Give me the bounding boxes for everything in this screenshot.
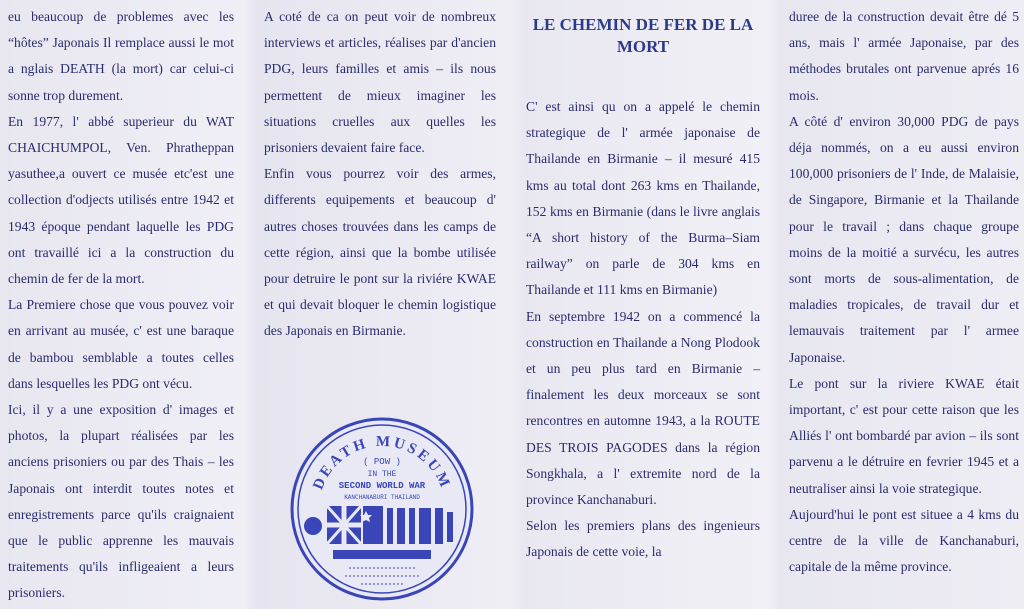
column-1 <box>8 4 234 609</box>
stamp-line2: IN THE <box>367 470 397 479</box>
paragraph: duree de la construction devait être dé 5 ans, mais l' armée Japonaise, par des méthodes brutales ont parvenue aprés 16 mois. <box>789 9 1019 103</box>
paragraph: Le pont sur la riviere KWAE était important, c' est pour cette raison que les Alliés l' ont bombardé par avion – ils sont parvenu a le détruire en fevrier 1945 et a neutraliser ainsi la voie strategique. <box>789 375 1019 496</box>
paragraph: Enfin vous pourrez voir des armes, differents equipements et beaucoup d' autres choses trouvées dans les camps de cette région, ainsi que la bombe utilisée pour detruire le pont sur la riviére KWAE et qui devait bloquer le chemin logistique des Japonais en Birmanie. <box>264 166 496 339</box>
stamp-top-text: DEATH MUSEUM <box>310 433 454 493</box>
paragraph: A côté d' environ 30,000 PDG de pays déja nommés, on a eu aussi environ 100,000 prisoniers de l' Inde, de Malaisie, de Singapore, Birmanie et la Thailande pour le travail ; dans chaque groupe moins de la moitié a survécu, les autres sont morts de sous-alimentation, de maladies tropicales, de travail dur et lemauvais traitement par l' armee Japonaise. <box>789 113 1019 365</box>
paragraph: eu beaucoup de problemes avec les “hôtes” Japonais Il remplace aussi le mot a nglais DEATH (la mort) car celui-ci sonne trop durement. <box>8 9 234 103</box>
paragraph: La Premiere chose que vous pouvez voir en arrivant au musée, c' est une baraque de bambou semblable a toutes celles dans lesquelles les PDG ont vécu. <box>8 297 234 391</box>
death-museum-stamp <box>289 416 475 602</box>
paragraph: En septembre 1942 on a commencé la construction en Thailande a Nong Plodook et un peu plus tard en Birmanie – finalement les deux morceaux se sont rencontres en automne 1943, a la ROUTE DES TROIS PAGODES dans la région Songkhala, a l' extremite nord de la province Kanchanaburi. <box>526 308 760 508</box>
column-3 <box>526 4 760 609</box>
paragraph: Aujourd'hui le pont est situee a 4 kms du centre de la ville de Kanchanaburi, capitale de la même province. <box>789 506 1019 575</box>
stamp-line3: SECOND WORLD WAR <box>338 481 426 491</box>
thai-text-band <box>333 550 431 559</box>
column-4 <box>789 4 1019 609</box>
paragraph: C' est ainsi qu on a appelé le chemin strategique de l' armée japonaise de Thailande en Birmanie – il mesuré 415 kms au total dont 263 kms en Thailande, 152 kms en Birmanie (dans le livre anglais “A short history of the Burma–Siam railway” on parle de 304 kms en Thailande et 111 kms en Birmanie) <box>526 99 760 298</box>
stamp-line1: ( POW ) <box>363 457 401 467</box>
paragraph: Ici, il y a une exposition d' images et photos, la plupart réalisées par les anciens prisoniers ou par des Thais – les Japonais ont interdit toutes notes et enregistrements parce qu'ils craignaient que le public apprenne les mauvais traitements qu'ils infligeaient a leurs prisoniers. <box>8 402 234 601</box>
paragraph: A coté de ca on peut voir de nombreux interviews et articles, réalises par d'ancien PDG, leurs familles et amis – ils nous permettent de mieux imaginer les situations cruelles aux quelles les prisoniers devaient faire face. <box>264 9 496 156</box>
paragraph: En 1977, l' abbé superieur du WAT CHAICHUMPOL, Ven. Phratheppan yasuthee,a ouvert ce musée etc'est une collection d'odjects utilisés entre 1942 et 1943 époque pendant laquelle les PDG ont travaillé ici a la construction du chemin de fer de la mort. <box>8 113 234 287</box>
stamp-line4: KANCHANABURI THAILAND <box>344 494 420 501</box>
paragraph: Selon les premiers plans des ingenieurs Japonais de cette voie, la <box>526 518 760 560</box>
section-title: LE CHEMIN DE FER DE LA MORT <box>532 15 754 56</box>
